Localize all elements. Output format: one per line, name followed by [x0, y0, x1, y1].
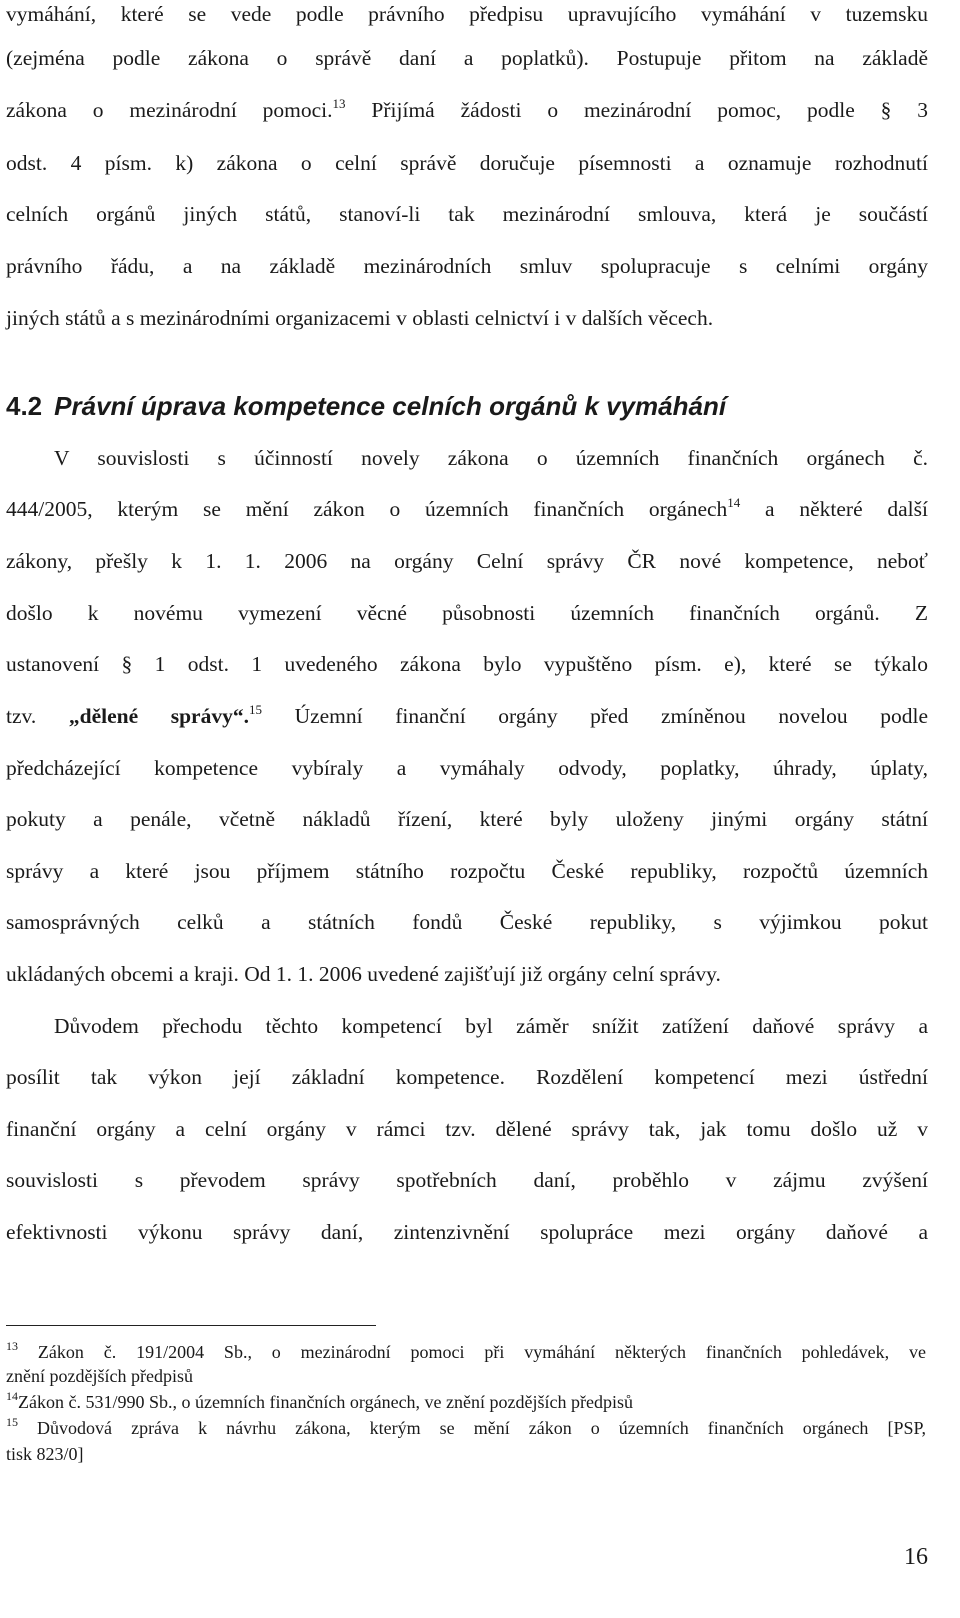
- text-span: 444/2005, kterým se mění zákon o územních finančních orgánech: [6, 497, 728, 521]
- footnote-ref: 15: [248, 702, 262, 717]
- text-span: a některé další: [740, 497, 928, 521]
- body-line: správy a které jsou příjmem státního rozpočtu České republiky, rozpočtů územních: [6, 859, 928, 883]
- body-line: vymáhání, které se vede podle právního předpisu upravujícího vymáhání v tuzemsku: [6, 2, 928, 26]
- footnote-text: Zákon č. 191/2004 Sb., o mezinárodní pomoci při vymáhání některých finančních pohledávek, ve: [37, 1342, 927, 1362]
- text-span: Územní finanční orgány před zmíněnou novelou podle: [261, 704, 928, 728]
- footnote-15: [6, 1417, 926, 1439]
- body-line: efektivnosti výkonu správy daní, zintenzivnění spolupráce mezi orgány daňové a: [6, 1220, 928, 1244]
- body-line: [6, 96, 928, 124]
- body-line: odst. 4 písm. k) zákona o celní správě doručuje písemnosti a oznamuje rozhodnutí: [6, 151, 928, 175]
- body-line: předcházející kompetence vybíraly a vymáhaly odvody, poplatky, úhrady, úplaty,: [6, 756, 928, 780]
- footnote-14: [6, 1391, 926, 1413]
- footnote-ref: 14: [727, 495, 741, 510]
- body-line: samosprávných celků a státních fondů České republiky, s výjimkou pokut: [6, 910, 928, 934]
- footnote-number: 13: [6, 1339, 18, 1353]
- body-line: ustanovení § 1 odst. 1 uvedeného zákona bylo vypuštěno písm. e), které se týkalo: [6, 652, 928, 676]
- body-line: V souvislosti s účinností novely zákona o územních finančních orgánech č.: [54, 446, 928, 470]
- body-line: souvislosti s převodem správy spotřebních daní, proběhlo v zájmu zvýšení: [6, 1168, 928, 1192]
- body-line: ukládaných obcemi a kraji. Od 1. 1. 2006 uvedené zajišťují již orgány celní správy.: [6, 962, 721, 986]
- footnote-text: Důvodová zpráva k návrhu zákona, kterým se mění zákon o územních finančních orgánech [PSP,: [37, 1418, 927, 1438]
- footnote-number: 15: [6, 1415, 18, 1429]
- page-number: 16: [904, 1544, 928, 1570]
- body-line: pokuty a penále, včetně nákladů řízení, které byly uloženy jinými orgány státní: [6, 807, 928, 831]
- footnote-15-cont: tisk 823/0]: [6, 1444, 84, 1464]
- text-span: tzv.: [6, 704, 69, 728]
- footnote-separator: [6, 1325, 376, 1326]
- text-span: zákona o mezinárodní pomoci.: [6, 98, 333, 122]
- body-line: [6, 702, 928, 730]
- footnote-ref: 13: [332, 96, 346, 111]
- heading-number: 4.2: [6, 391, 43, 421]
- footnote-number: 14: [6, 1389, 18, 1403]
- body-line: finanční orgány a celní orgány v rámci tzv. dělené správy tak, jak tomu došlo už v: [6, 1117, 928, 1141]
- body-line: [6, 495, 928, 523]
- body-line: posílit tak výkon její základní kompetence. Rozdělení kompetencí mezi ústřední: [6, 1065, 928, 1089]
- footnote-text: Zákon č. 531/990 Sb., o územních finančních orgánech, ve znění pozdějších předpisů: [18, 1392, 633, 1412]
- bold-term: „dělené správy“.: [68, 704, 249, 728]
- heading-text: Právní úprava kompetence celních orgánů k vymáhání: [54, 391, 727, 421]
- footnote-13-cont: znění pozdějších předpisů: [6, 1366, 193, 1386]
- body-line: došlo k novému vymezení věcné působnosti územních finančních orgánů. Z: [6, 601, 928, 625]
- body-line: jiných států a s mezinárodními organizacemi v oblasti celnictví i v dalších věcech.: [6, 306, 714, 330]
- section-heading: [6, 390, 726, 422]
- body-line: (zejména podle zákona o správě daní a poplatků). Postupuje přitom na základě: [6, 46, 928, 70]
- body-line: zákony, přešly k 1. 1. 2006 na orgány Celní správy ČR nové kompetence, neboť: [6, 549, 928, 573]
- body-line: právního řádu, a na základě mezinárodních smluv spolupracuje s celními orgány: [6, 254, 928, 278]
- text-span: Přijímá žádosti o mezinárodní pomoc, podle § 3: [345, 98, 929, 122]
- body-line: celních orgánů jiných států, stanoví-li tak mezinárodní smlouva, která je součástí: [6, 202, 928, 226]
- body-line: Důvodem přechodu těchto kompetencí byl záměr snížit zatížení daňové správy a: [54, 1014, 928, 1038]
- footnote-13: [6, 1341, 926, 1363]
